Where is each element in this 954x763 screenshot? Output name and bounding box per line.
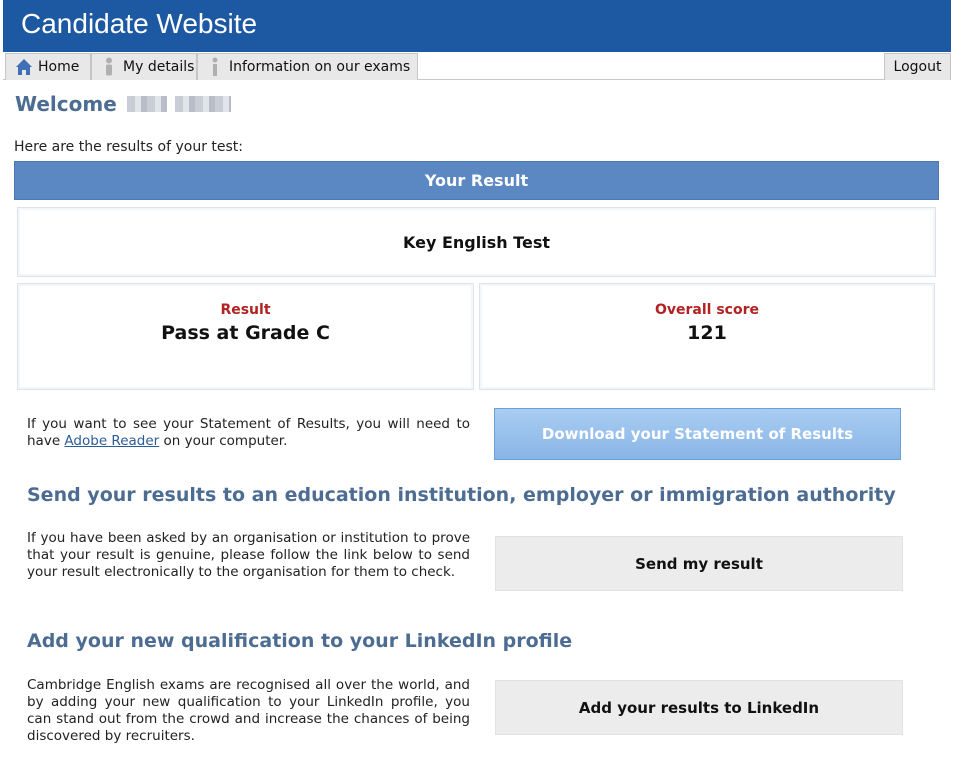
adobe-reader-link[interactable]: Adobe Reader [64,433,160,449]
person-icon [99,57,119,77]
download-statement-button[interactable]: Download your Statement of Results [494,408,901,460]
result-header: Your Result [14,161,939,200]
score-card [479,283,935,390]
score-label: Overall score [655,302,759,318]
tab-information[interactable] [197,53,418,80]
logout-button[interactable] [884,53,951,80]
redacted-last-name [175,96,231,112]
site-title: Candidate Website [21,8,258,39]
statement-text-before: If you want to see your Statement of Results, you will need to have [27,416,470,449]
tab-my-details-label: My details [123,59,195,75]
tab-home-label: Home [38,59,80,75]
logout-label: Logout [893,59,942,75]
info-icon [205,57,225,77]
linkedin-text: Cambridge English exams are recognised all over the world, and by adding your new qualification to your LinkedIn profile, you can stand out from the crowd and increase the chances of being discovered by recruiters. [27,677,470,744]
welcome-heading [15,92,231,116]
redacted-first-name [127,96,167,112]
linkedin-heading: Add your new qualification to your LinkedIn profile [27,630,573,652]
send-my-result-button[interactable]: Send my result [495,536,903,591]
statement-text-after: on your computer. [159,433,288,449]
add-to-linkedin-button[interactable]: Add your results to LinkedIn [495,680,903,735]
tab-my-details[interactable] [91,53,197,80]
exam-name-card [17,207,936,277]
statement-text [27,416,470,450]
result-value: Pass at Grade C [161,322,330,344]
send-results-heading: Send your results to an education institution, employer or immigration authority [27,484,896,506]
score-value: 121 [687,322,727,344]
result-card [17,283,474,390]
send-results-text: If you have been asked by an organisation or institution to prove that your result is genuine, please follow the link below to send your result electronically to the organisation for them to check. [27,530,470,580]
result-label: Result [220,302,271,318]
site-header [3,0,951,52]
tab-information-label: Information on our exams [229,59,411,75]
nav-bar [3,52,951,80]
intro-text: Here are the results of your test: [14,139,243,155]
tab-home[interactable] [5,53,91,80]
welcome-label: Welcome [15,92,117,116]
exam-name: Key English Test [402,232,550,252]
home-icon [14,57,34,77]
